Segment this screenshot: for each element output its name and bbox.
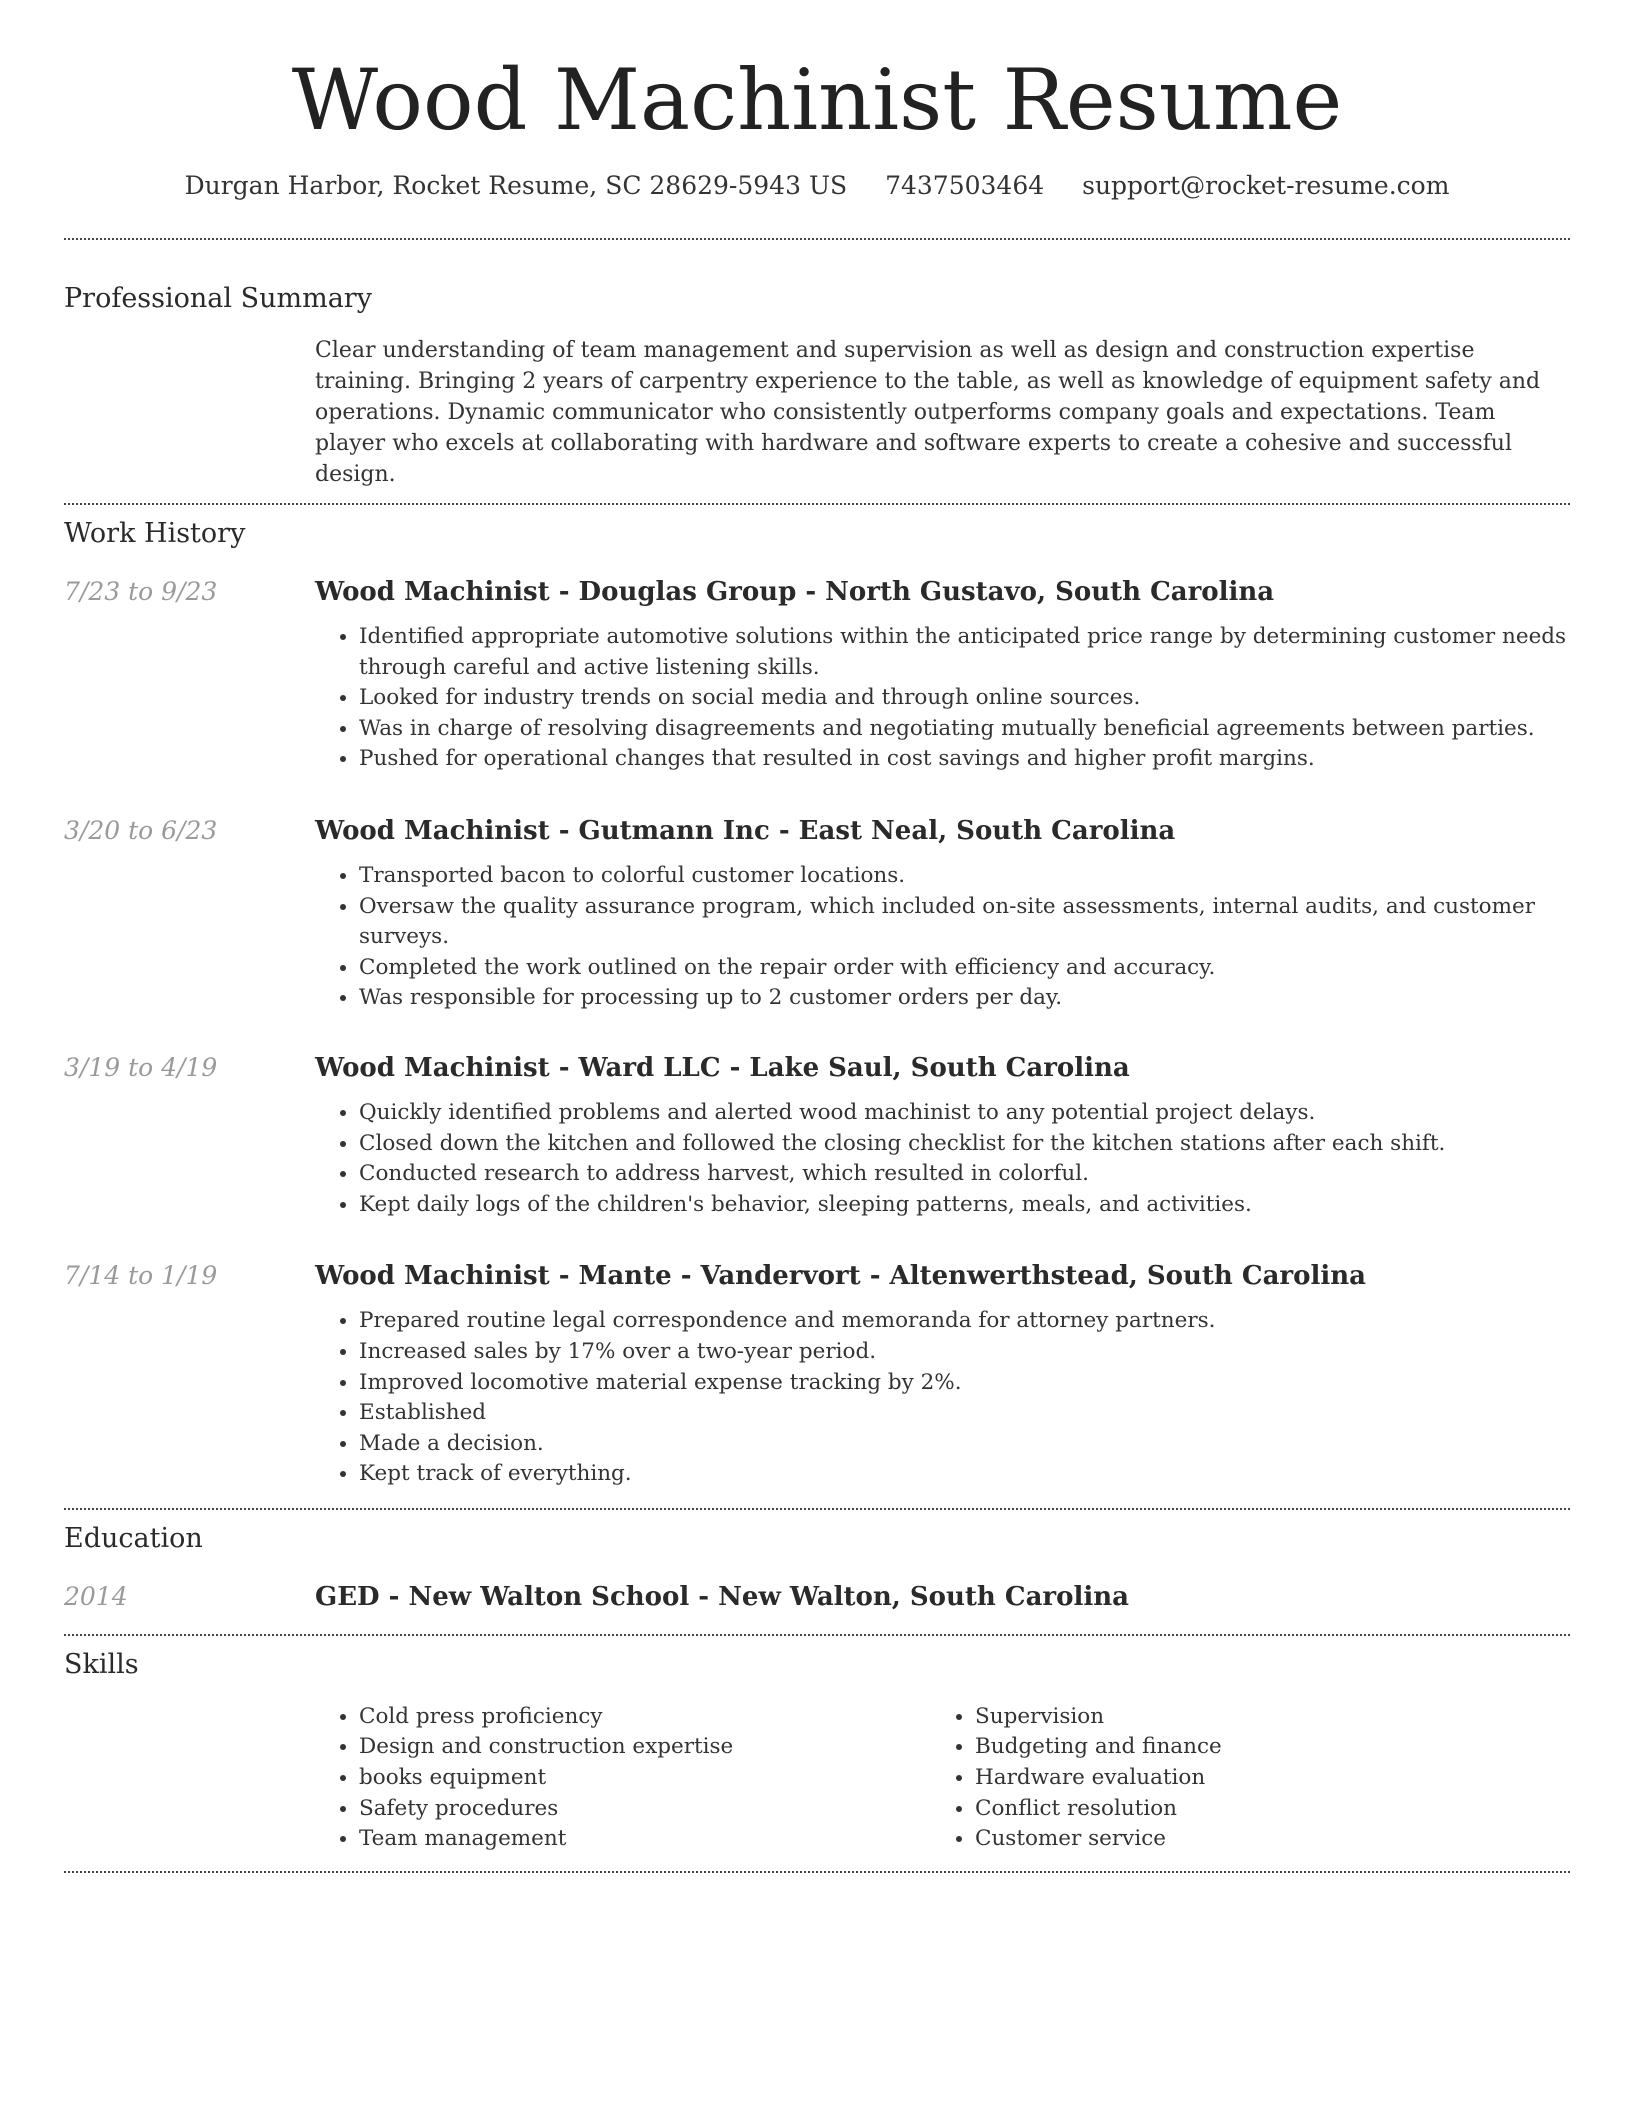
job-bullets: [315, 622, 1570, 775]
resume-page: [64, 0, 1570, 1873]
work-history-heading: Work History: [64, 518, 246, 549]
skill-item: • Safety procedures: [359, 1794, 931, 1825]
job-bullet: • Was in charge of resolving disagreements and negotiating mutually beneficial agreements between parties.: [359, 714, 1570, 745]
job-entry: [64, 1259, 1570, 1490]
job-bullets: [315, 1306, 1570, 1490]
skill-item: • Conflict resolution: [975, 1794, 1547, 1825]
education-title: GED - New Walton School - New Walton, South Carolina: [315, 1581, 1129, 1612]
job-entry: [64, 575, 1570, 775]
job-dates: 7/23 to 9/23: [64, 577, 218, 606]
skill-item: • Design and construction expertise: [359, 1732, 931, 1763]
job-bullet: • Increased sales by 17% over a two-year period.: [359, 1337, 1570, 1368]
job-bullet: • Conducted research to address harvest, which resulted in colorful.: [359, 1159, 1570, 1190]
contact-phone: 7437503464: [885, 171, 1045, 200]
education-section: [64, 1522, 1570, 1614]
job-dates: 3/20 to 6/23: [64, 815, 218, 845]
divider: [64, 238, 1570, 240]
summary-section: [64, 282, 1570, 490]
divider: [64, 1508, 1570, 1510]
job-dates: 3/19 to 4/19: [64, 1052, 218, 1082]
job-bullet: • Was responsible for processing up to 2 customer orders per day.: [359, 983, 1570, 1014]
job-bullet: • Pushed for operational changes that resulted in cost savings and higher profit margins.: [359, 744, 1570, 775]
job-dates: 7/14 to 1/19: [64, 1261, 218, 1291]
job-title: Wood Machinist - Ward LLC - Lake Saul, South Carolina: [315, 1052, 1130, 1083]
job-bullet: • Looked for industry trends on social media and through online sources.: [359, 683, 1570, 714]
summary-text: Clear understanding of team management and supervision as well as design and construction expertise training. Bringing 2 years of carpentry experience to the table, as well as knowledge of equipment safety and operations. Dynamic communicator who consistently outperforms company goals and expectations. Team player who excels at collaborating with hardware and software experts to create a cohesive and successful design.: [315, 338, 1541, 487]
divider: [64, 1634, 1570, 1636]
work-history-section: [64, 517, 1570, 1490]
skill-item: • books equipment: [359, 1763, 931, 1794]
job-bullet: • Improved locomotive material expense tracking by 2%.: [359, 1368, 1570, 1399]
education-date: 2014: [64, 1581, 128, 1611]
job-bullet: • Completed the work outlined on the repair order with efficiency and accuracy.: [359, 953, 1570, 984]
job-bullet: • Quickly identified problems and alerted wood machinist to any potential project delays.: [359, 1098, 1570, 1129]
skills-column: [931, 1702, 1547, 1855]
job-bullet: • Kept daily logs of the children's behavior, sleeping patterns, meals, and activities.: [359, 1190, 1570, 1221]
contact-email: support@rocket-resume.com: [1082, 171, 1450, 200]
skill-item: • Team management: [359, 1824, 931, 1855]
resume-title: Wood Machinist Resume: [291, 51, 1343, 149]
job-bullet: • Established: [359, 1398, 1570, 1429]
skills-column: [315, 1702, 931, 1855]
job-bullet: • Made a decision.: [359, 1429, 1570, 1460]
skill-item: • Supervision: [975, 1702, 1547, 1733]
job-title: Wood Machinist - Mante - Vandervort - Altenwerthstead, South Carolina: [315, 1261, 1366, 1292]
job-bullets: [315, 1098, 1570, 1220]
job-title: Wood Machinist - Douglas Group - North Gustavo, South Carolina: [315, 577, 1275, 607]
job-entry: [64, 814, 1570, 1014]
divider: [64, 1871, 1570, 1873]
summary-heading: Professional Summary: [64, 283, 372, 314]
skill-item: • Budgeting and finance: [975, 1732, 1547, 1763]
contact-address: Durgan Harbor, Rocket Resume, SC 28629-5943 US: [184, 171, 848, 200]
education-heading: Education: [64, 1522, 203, 1554]
skills-grid: [315, 1702, 1570, 1855]
job-bullet: • Prepared routine legal correspondence and memoranda for attorney partners.: [359, 1306, 1570, 1337]
job-bullet: • Kept track of everything.: [359, 1459, 1570, 1490]
education-entry: [64, 1580, 1570, 1614]
job-bullets: [315, 861, 1570, 1014]
job-bullet: • Oversaw the quality assurance program, which included on-site assessments, internal audits, and customer surveys.: [359, 892, 1570, 953]
job-bullet: • Identified appropriate automotive solutions within the anticipated price range by determining customer needs through careful and active listening skills.: [359, 622, 1570, 683]
skill-item: • Customer service: [975, 1824, 1547, 1855]
job-title: Wood Machinist - Gutmann Inc - East Neal, South Carolina: [315, 815, 1176, 846]
job-entry: [64, 1051, 1570, 1220]
job-bullet: • Transported bacon to colorful customer locations.: [359, 861, 1570, 892]
skills-section: [64, 1648, 1570, 1855]
skills-heading: Skills: [64, 1648, 139, 1680]
contact-line: [64, 170, 1570, 202]
divider: [64, 503, 1570, 505]
skill-item: • Hardware evaluation: [975, 1763, 1547, 1794]
skill-item: • Cold press proficiency: [359, 1702, 931, 1733]
job-bullet: • Closed down the kitchen and followed the closing checklist for the kitchen stations after each shift.: [359, 1129, 1570, 1160]
